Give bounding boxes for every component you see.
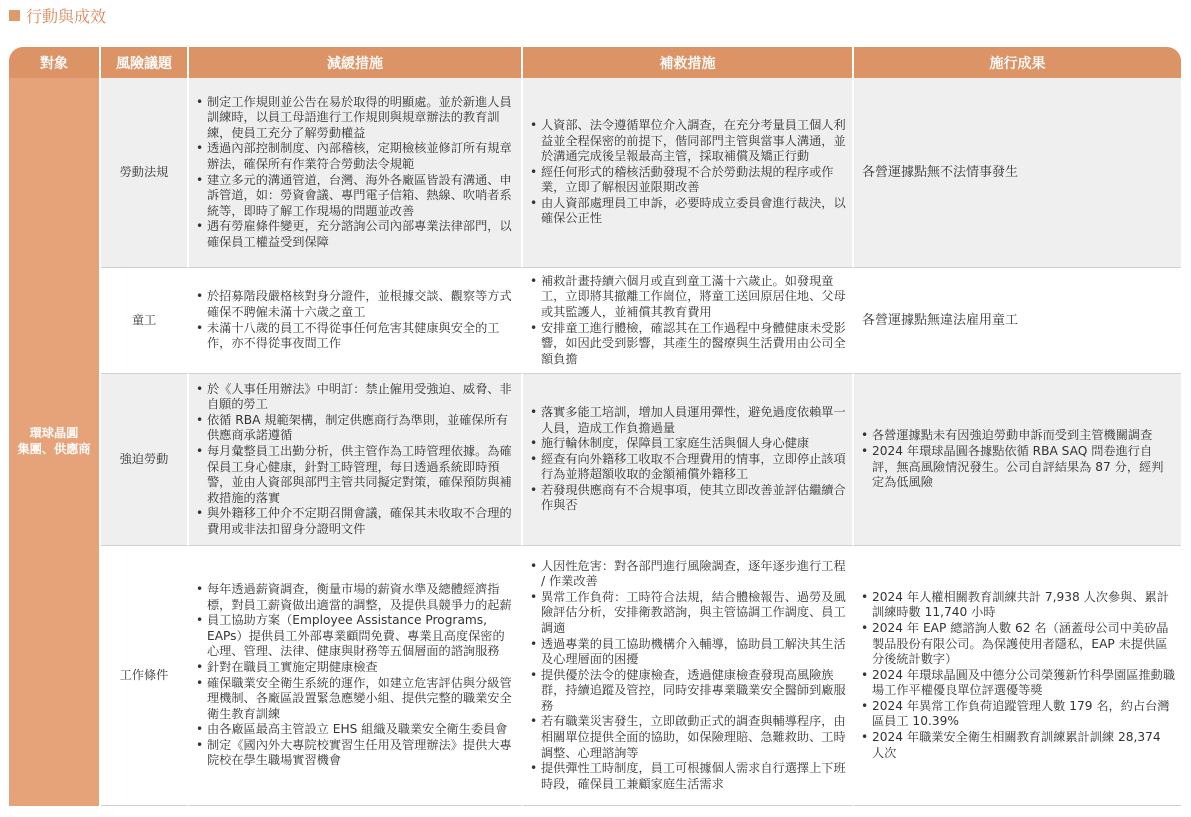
table-header-row [9,47,1181,78]
list-item: • 各營運據點未有因強迫勞動申訴而受到主管機關調查 [860,428,1175,444]
list-item: • 每年透過薪資調查，衡量市場的薪資水準及總體經濟指標，對員工薪資做出適當的調整，及提供具競爭力的起薪 [195,582,515,613]
topic-cell: 勞動法規 [101,78,189,268]
result-text: 各營運據點無違法雇用童工 [862,312,1019,328]
table-row [9,546,1181,806]
result-text: 各營運據點無不法情事發生 [862,164,1019,180]
target-line-1: 環球晶圓 [29,426,79,441]
remedy-cell [523,268,854,374]
mitigation-cell [189,546,523,806]
header-result: 施行成果 [854,47,1181,78]
list-item: • 2024 年環球晶圓各據點依循 RBA SAQ 問卷進行自評，無高風險情況發生。公司自評結果為 87 分，經判定為低風險 [860,444,1175,491]
list-item: • 未滿十八歲的員工不得從事任何危害其健康與安全的工作，亦不得從事夜間工作 [195,321,515,352]
list-item: • 遇有勞雇條件變更，充分諮詢公司內部專業法律部門，以確保員工權益受到保障 [195,219,515,250]
list-item: • 依循 RBA 規範架構，制定供應商行為準則，並確保所有供應商承諾遵循 [195,413,515,444]
list-item: • 經任何形式的稽核活動發現不合於勞動法規的程序或作業，立即了解根因並限期改善 [529,165,846,196]
list-item: • 提供優於法令的健康檢查，透過健康檢查發現高風險族群，持續追蹤及管控，同時安排專業職業安全醫師到廠服務 [529,668,846,715]
list-item: • 若有職業災害發生，立即啟動正式的調查與輔導程序，由相關單位提供全面的協助，如保險理賠、急難救助、工時調整、心理諮詢等 [529,714,846,761]
risk-table [9,47,1181,806]
list-item: • 提供彈性工時制度，員工可根據個人需求自行選擇上下班時段，確保員工兼顧家庭生活需求 [529,761,846,792]
list-item: • 2024 年人權相關教育訓練共計 7,938 人次參與、累計訓練時數 11,740 小時 [860,590,1175,621]
section-title-text: 行動與成效 [26,6,107,26]
remedy-cell [523,78,854,268]
list-item: • 針對在職員工實施定期健康檢查 [195,660,515,676]
list-item: • 由人資部處理員工申訴，必要時成立委員會進行裁決，以確保公正性 [529,196,846,227]
list-item: • 2024 年 EAP 總諮詢人數 62 名（涵蓋母公司中美矽晶製品股份有限公司。為保護使用者隱私，EAP 未提供區分後統計數字） [860,621,1175,668]
list-item: • 異常工作負荷：工時符合法規，結合體檢報告、過勞及風險評估分析，安排衛教諮詢，與主管協調工作調度、員工調適 [529,590,846,637]
list-item: • 落實多能工培訓，增加人員運用彈性，避免過度依賴單一人員，造成工作負擔過量 [529,405,846,436]
header-target: 對象 [9,47,101,78]
list-item: • 施行輪休制度，保障員工家庭生活與個人身心健康 [529,436,846,452]
section-title [9,4,106,26]
header-remedy: 補救措施 [523,47,854,78]
list-item: • 經查有向外籍移工收取不合理費用的情事，立即停止該項行為並將超額收取的金額補償外籍移工 [529,452,846,483]
result-cell [854,268,1181,374]
header-mitigation: 減緩措施 [189,47,523,78]
list-item: • 2024 年職業安全衛生相關教育訓練累計訓練 28,374 人次 [860,730,1175,761]
list-item: • 2024 年環球晶圓及中德分公司榮獲新竹科學園區推動職場工作平權優良單位評選優等獎 [860,668,1175,699]
list-item: • 安排童工進行體檢，確認其在工作過程中身體健康未受影響，如因此受到影響，其產生的醫療與生活費用由公司全額負擔 [529,321,846,368]
mitigation-cell [189,374,523,546]
list-item: • 透過專業的員工協助機構介入輔導，協助員工解決其生活及心理層面的困擾 [529,637,846,668]
list-item: • 2024 年異常工作負荷追蹤管理人數 179 名，約占台灣區員工 10.39% [860,699,1175,730]
mitigation-cell [189,268,523,374]
mitigation-cell [189,78,523,268]
list-item: • 若發現供應商有不合規事項，使其立即改善並評估繼續合作與否 [529,483,846,514]
result-cell [854,546,1181,806]
table-row [9,268,1181,374]
list-item: • 建立多元的溝通管道，台灣、海外各廠區皆設有溝通、申訴管道，如：勞資會議、專門電子信箱、熱線、吹哨者系統等，即時了解工作現場的問題並改善 [195,173,515,220]
list-item: • 制定工作規則並公告在易於取得的明顯處。並於新進人員訓練時，以員工母語進行工作規則與規章辦法的教育訓練，使員工充分了解勞動權益 [195,95,515,142]
remedy-cell [523,374,854,546]
square-marker-icon [9,10,20,21]
result-cell [854,78,1181,268]
table-row [9,374,1181,546]
list-item: • 人資部、法令遵循單位介入調查，在充分考量員工個人利益並全程保密的前提下，偕同部門主管與當事人溝通，並於溝通完成後呈報最高主管，採取補償及矯正行動 [529,118,846,165]
list-item: • 員工協助方案（Employee Assistance Programs, EAPs）提供員工外部專業顧問免費、專業且高度保密的心理、管理、法律、健康與財務等五個層面的諮詢服務 [195,613,515,660]
list-item: • 每月彙整員工出勤分析，供主管作為工時管理依據。為確保員工身心健康，針對工時管理，每日透過系統即時預警，並由人資部與部門主管共同擬定對策，確保預防與補救措施的落實 [195,444,515,506]
list-item: • 於招募階段嚴格核對身分證件，並根據交談、觀察等方式確保不聘僱未滿十六歲之童工 [195,289,515,320]
list-item: • 人因性危害：對各部門進行風險調查，逐年逐步進行工程 / 作業改善 [529,559,846,590]
list-item: • 制定《國內外大專院校實習生任用及管理辦法》提供大專院校在學生職場實習機會 [195,738,515,769]
list-item: • 透過內部控制制度、內部稽核，定期檢核並修訂所有規章辦法，確保所有作業符合勞動法令規範 [195,141,515,172]
list-item: • 於《人事任用辦法》中明訂：禁止僱用受強迫、威脅、非自願的勞工 [195,382,515,413]
table-row [9,78,1181,268]
list-item: • 補救計畫持續六個月或直到童工滿十六歲止。如發現童工，立即將其撤離工作崗位，將童工送回原居住地、父母或其監護人，並補償其教育費用 [529,274,846,321]
target-cell [9,78,101,806]
topic-cell: 童工 [101,268,189,374]
remedy-cell [523,546,854,806]
header-risk-topic: 風險議題 [101,47,189,78]
result-cell [854,374,1181,546]
list-item: • 確保職業安全衛生系統的運作，如建立危害評估與分級管理機制、各廠區設置緊急應變小組、提供完整的職業安全衛生教育訓練 [195,676,515,723]
target-line-2: 集團、供應商 [17,442,91,456]
list-item: • 與外籍移工仲介不定期召開會議，確保其未收取不合理的費用或非法扣留身分證明文件 [195,506,515,537]
list-item: • 由各廠區最高主管設立 EHS 組織及職業安全衛生委員會 [195,722,515,738]
topic-cell: 工作條件 [101,546,189,806]
topic-cell: 強迫勞動 [101,374,189,546]
